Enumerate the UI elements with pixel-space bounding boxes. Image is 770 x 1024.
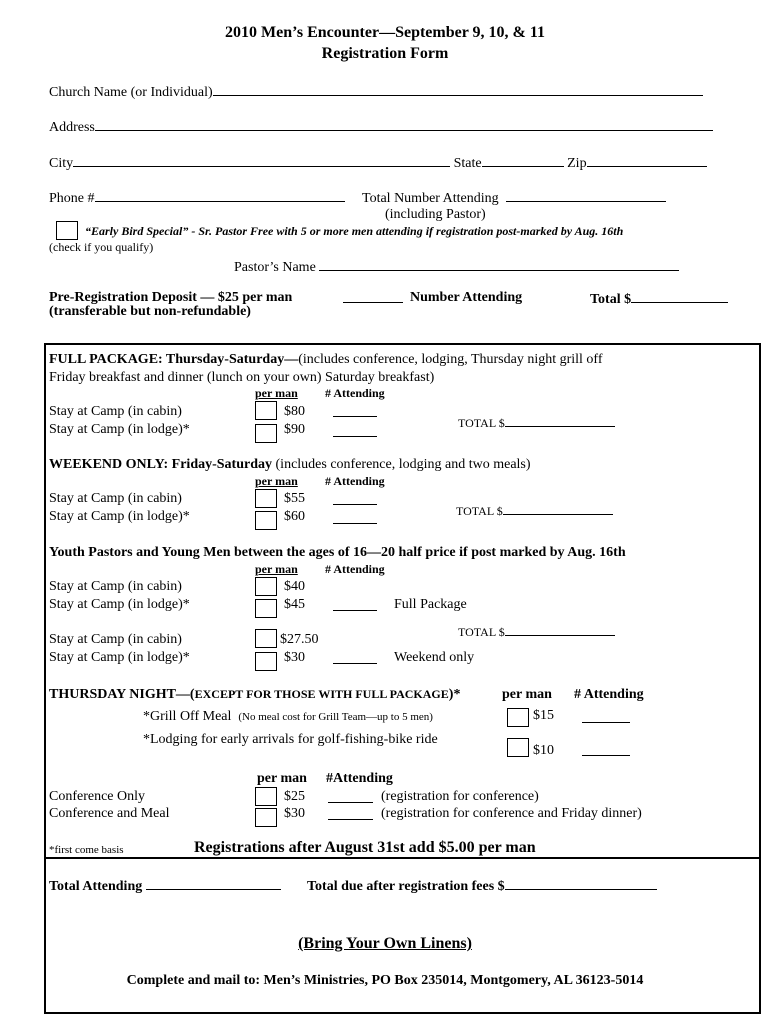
youth-weekend-cabin-price: $27.50: [280, 632, 319, 647]
full-cabin-label: Stay at Camp (in cabin): [49, 404, 182, 419]
deposit-number-attending: Number Attending: [410, 290, 523, 305]
weekend-title-bold: WEEKEND ONLY: Friday-Saturday: [49, 457, 273, 472]
grill-price: $15: [533, 708, 554, 723]
pastor-name-label: Pastor’s Name: [234, 260, 316, 275]
thursday-title-a: THURSDAY NIGHT—(: [49, 687, 195, 702]
conference-meal-checkbox[interactable]: [255, 808, 277, 827]
youth-total-row: [458, 623, 615, 640]
full-total-field[interactable]: [505, 414, 615, 427]
weekend-lodge-checkbox[interactable]: [255, 511, 277, 530]
conference-meal-note: (registration for conference and Friday dinner): [381, 806, 642, 821]
full-package-title: [49, 352, 603, 368]
thursday-title-small: EXCEPT FOR THOSE WITH FULL PACKAGE: [194, 687, 449, 701]
weekend-cabin-label: Stay at Camp (in cabin): [49, 491, 182, 506]
form-subtitle: Registration Form: [321, 45, 449, 62]
phone-field[interactable]: [95, 189, 345, 202]
total-due-row: [307, 877, 657, 895]
weekend-per-man-header: per man: [255, 474, 298, 488]
weekend-title-rest: (includes conference, lodging and two meals): [272, 457, 531, 472]
conference-only-price: $25: [284, 789, 305, 804]
address-label: Address: [49, 120, 95, 135]
total-attending-label: Total Number Attending: [362, 191, 499, 206]
youth-weekend-lodge-label: Stay at Camp (in lodge)*: [49, 650, 190, 665]
church-label: Church Name (or Individual): [49, 85, 213, 100]
youth-lodge-label: Stay at Camp (in lodge)*: [49, 597, 190, 612]
thursday-per-man-header: per man: [502, 687, 552, 702]
phone-row: [49, 189, 345, 207]
youth-full-package: Full Package: [394, 597, 467, 612]
youth-weekend-attending-field[interactable]: [333, 651, 377, 664]
grill-attending-field[interactable]: [582, 710, 630, 723]
full-lodge-label: Stay at Camp (in lodge)*: [49, 422, 190, 437]
thursday-attending-header: # Attending: [574, 687, 644, 702]
lodging-price: $10: [533, 743, 554, 758]
full-cabin-attending-field[interactable]: [333, 404, 377, 417]
conference-only-attending-field[interactable]: [328, 790, 373, 803]
address-field[interactable]: [95, 118, 713, 131]
including-pastor: (including Pastor): [385, 207, 486, 222]
state-field[interactable]: [482, 154, 564, 167]
grill-note: (No meal cost for Grill Team—up to 5 men): [238, 711, 433, 723]
grill-row: [143, 709, 433, 725]
conference-meal-attending-field[interactable]: [328, 807, 373, 820]
weekend-total-row: [456, 502, 613, 519]
youth-cabin-checkbox[interactable]: [255, 577, 277, 596]
package-frame: [44, 343, 761, 1014]
youth-title: Youth Pastors and Young Men between the ages of 16—20 half price if post marked by Aug. 16th: [49, 545, 626, 560]
thursday-title: [49, 687, 460, 703]
pastor-name-field[interactable]: [319, 258, 679, 271]
full-cabin-price: $80: [284, 404, 305, 419]
city-row: [49, 154, 707, 172]
pastor-name-row: [234, 258, 679, 276]
church-row: [49, 83, 703, 101]
youth-weekend-only: Weekend only: [394, 650, 475, 665]
full-total-row: [458, 414, 615, 431]
conference-meal-price: $30: [284, 806, 305, 821]
youth-total-field[interactable]: [505, 623, 615, 636]
deposit-note: (transferable but non-refundable): [49, 304, 251, 319]
youth-weekend-cabin-label: Stay at Camp (in cabin): [49, 632, 182, 647]
first-come-note: *first come basis: [49, 844, 124, 856]
lodging-checkbox[interactable]: [507, 738, 529, 757]
youth-cabin-price: $40: [284, 579, 305, 594]
full-lodge-price: $90: [284, 422, 305, 437]
total-attending-footer-field[interactable]: [146, 877, 281, 890]
conference-only-note: (registration for conference): [381, 789, 539, 804]
full-package-line2: Friday breakfast and dinner (lunch on your own) Saturday breakfast): [49, 370, 435, 385]
early-bird-checkbox[interactable]: [56, 221, 78, 240]
total-attending-footer-row: [49, 877, 281, 895]
deposit-count-field[interactable]: [343, 290, 403, 303]
total-attending-footer-label: Total Attending: [49, 879, 143, 894]
deposit-label: Pre-Registration Deposit — $25 per man: [49, 290, 293, 305]
early-bird-text: “Early Bird Special” - Sr. Pastor Free with 5 or more men attending if registration post-marked by Aug. 16th: [85, 224, 624, 238]
address-row: [49, 118, 713, 136]
conference-meal-label: Conference and Meal: [49, 806, 170, 821]
total-due-label: Total due after registration fees $: [307, 879, 505, 894]
lodging-attending-field[interactable]: [582, 743, 630, 756]
weekend-attending-header: # Attending: [325, 474, 385, 488]
conference-per-man-header: per man: [257, 771, 307, 786]
youth-lodge-checkbox[interactable]: [255, 599, 277, 618]
deposit-total-row: [590, 290, 728, 308]
early-bird-note: (check if you qualify): [49, 240, 154, 254]
full-cabin-checkbox[interactable]: [255, 401, 277, 420]
full-per-man-header: per man: [255, 386, 298, 400]
zip-field[interactable]: [587, 154, 707, 167]
grill-label: *Grill Off Meal: [143, 709, 232, 724]
conference-only-checkbox[interactable]: [255, 787, 277, 806]
weekend-lodge-attending-field[interactable]: [333, 511, 377, 524]
full-attending-header: # Attending: [325, 386, 385, 400]
deposit-total-label: Total $: [590, 292, 632, 307]
linens-notice: (Bring Your Own Linens): [298, 935, 472, 952]
mail-instructions: Complete and mail to: Men’s Ministries, PO Box 235014, Montgomery, AL 36123-5014: [126, 973, 644, 988]
full-lodge-checkbox[interactable]: [255, 424, 277, 443]
weekend-lodge-price: $60: [284, 509, 305, 524]
youth-cabin-label: Stay at Camp (in cabin): [49, 579, 182, 594]
total-attending-row: [362, 189, 666, 207]
city-label: City: [49, 156, 74, 171]
total-due-field[interactable]: [505, 877, 657, 890]
conference-attending-header: #Attending: [326, 771, 393, 786]
weekend-cabin-price: $55: [284, 491, 305, 506]
church-field[interactable]: [213, 83, 703, 96]
state-label: State: [453, 156, 482, 171]
phone-label: Phone #: [49, 191, 95, 206]
full-total-label: TOTAL $: [458, 416, 505, 430]
youth-weekend-cabin-checkbox[interactable]: [255, 629, 277, 648]
lodging-label: *Lodging for early arrivals for golf-fishing-bike ride: [143, 732, 438, 747]
youth-weekend-lodge-price: $30: [284, 650, 305, 665]
youth-full-attending-field[interactable]: [333, 598, 377, 611]
form-title: 2010 Men’s Encounter—September 9, 10, & 11: [225, 24, 545, 41]
weekend-cabin-attending-field[interactable]: [333, 492, 377, 505]
youth-total-label: TOTAL $: [458, 625, 505, 639]
city-field[interactable]: [73, 154, 450, 167]
thursday-title-b: )*: [448, 687, 461, 702]
weekend-title: [49, 457, 531, 473]
weekend-total-field[interactable]: [503, 502, 613, 515]
total-attending-field[interactable]: [506, 189, 666, 202]
section-divider: [44, 857, 761, 859]
zip-label: Zip: [567, 156, 587, 171]
late-fee-notice: Registrations after August 31st add $5.00 per man: [194, 839, 536, 856]
youth-per-man-header: per man: [255, 562, 298, 576]
weekend-lodge-label: Stay at Camp (in lodge)*: [49, 509, 190, 524]
conference-only-label: Conference Only: [49, 789, 146, 804]
deposit-total-field[interactable]: [631, 290, 728, 303]
grill-checkbox[interactable]: [507, 708, 529, 727]
full-package-title-rest: (includes conference, lodging, Thursday night grill off: [298, 352, 603, 367]
youth-lodge-price: $45: [284, 597, 305, 612]
full-lodge-attending-field[interactable]: [333, 424, 377, 437]
youth-weekend-lodge-checkbox[interactable]: [255, 652, 277, 671]
weekend-total-label: TOTAL $: [456, 504, 503, 518]
youth-attending-header: # Attending: [325, 562, 385, 576]
full-package-title-bold: FULL PACKAGE: Thursday-Saturday—: [49, 352, 299, 367]
weekend-cabin-checkbox[interactable]: [255, 489, 277, 508]
